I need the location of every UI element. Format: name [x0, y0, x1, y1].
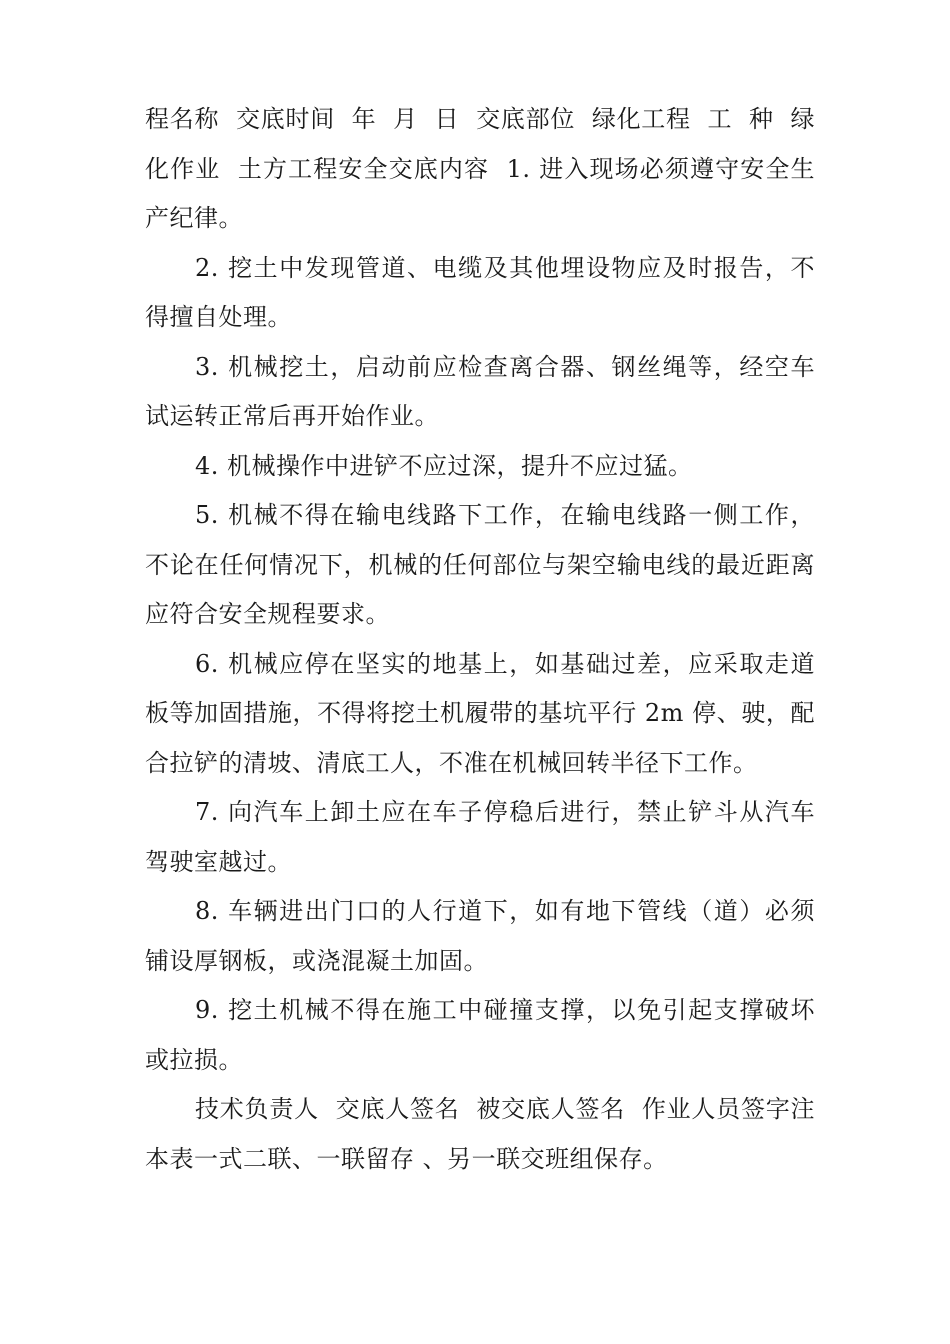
header-paragraph: 程名称 交底时间 年 月 日 交底部位 绿化工程 工 种 绿化作业 土方工程安全交底内容 1. 进入现场必须遵守安全生产纪律。: [145, 105, 815, 232]
clause-4-paragraph: 4. 机械操作中进铲不应过深，提升不应过猛。: [195, 451, 693, 480]
clause-7-paragraph: 7. 向汽车上卸土应在车子停稳后进行，禁止铲斗从汽车驾驶室越过。: [145, 798, 815, 876]
clause-9-paragraph: 9. 挖土机械不得在施工中碰撞支撑，以免引起支撑破坏或拉损。: [145, 996, 815, 1074]
document-body: [145, 95, 815, 1184]
clause-5-paragraph: 5. 机械不得在输电线路下工作，在输电线路一侧工作，不论在任何情况下，机械的任何部位与架空输电线的最近距离应符合安全规程要求。: [145, 501, 815, 628]
clause-3-paragraph: 3. 机械挖土，启动前应检查离合器、钢丝绳等，经空车试运转正常后再开始作业。: [145, 352, 815, 430]
clause-6-paragraph: 6. 机械应停在坚实的地基上，如基础过差，应采取走道板等加固措施，不得将挖土机履带的基坑平行 2m 停、驶，配合拉铲的清坡、清底工人，不准在机械回转半径下工作。: [145, 649, 815, 777]
clause-2-paragraph: 2. 挖土中发现管道、电缆及其他埋设物应及时报告，不得擅自处理。: [145, 253, 815, 331]
clause-8-paragraph: 8. 车辆进出门口的人行道下，如有地下管线（道）必须铺设厚钢板，或浇混凝土加固。: [145, 897, 815, 975]
signature-note-paragraph: 技术负责人 交底人签名 被交底人签名 作业人员签字注本表一式二联、一联留存 、另一联交班组保存。: [145, 1095, 815, 1173]
